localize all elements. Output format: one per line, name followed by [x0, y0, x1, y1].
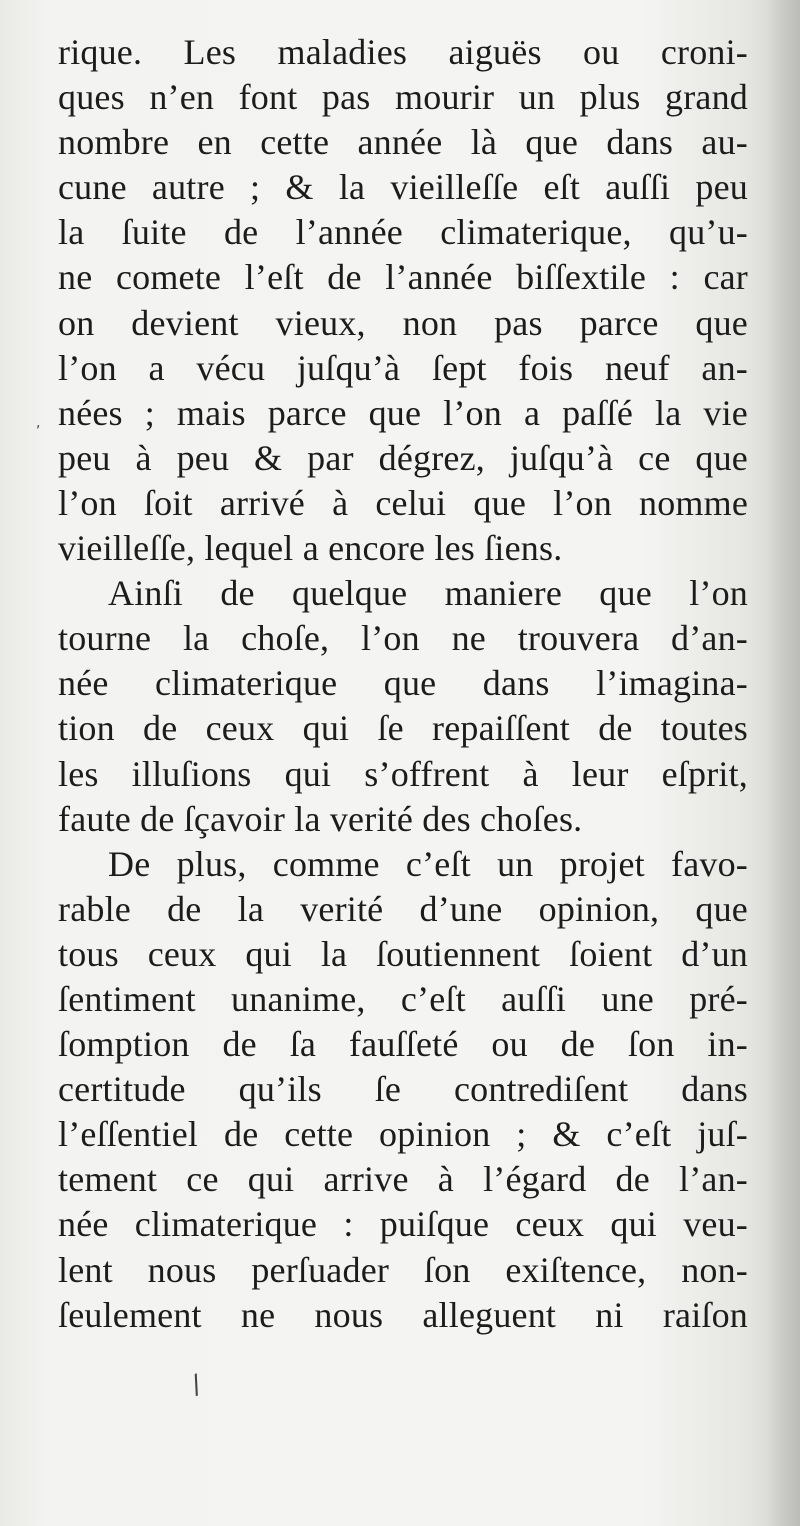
text-line: née climaterique que dans l’imagina- [58, 663, 748, 704]
text-line: Ainſi de quelque maniere que l’on [108, 573, 748, 614]
text-line: née climaterique : puiſque ceux qui veu- [58, 1204, 748, 1245]
text-line: ne comete l’eſt de l’année biſſextile : car [58, 257, 748, 298]
text-line: lent nous perſuader ſon exiſtence, non- [58, 1249, 748, 1290]
text-line: tourne la choſe, l’on ne trouvera d’an- [58, 618, 748, 659]
text-line: les illuſions qui s’offrent à leur eſprit, [58, 753, 748, 794]
page-text [58, 30, 748, 1338]
text-line: rique. Les maladies aiguës ou croni- [58, 32, 748, 72]
ink-mark: / [187, 1369, 206, 1401]
text-line: tous ceux qui la ſoutiennent ſoient d’un [58, 933, 748, 974]
text-line: nombre en cette année là que dans au- [58, 122, 748, 163]
text-line: vieilleſſe, lequel a encore les ſiens. [58, 528, 563, 569]
text-line: la ſuite de l’année climaterique, qu’u- [58, 212, 748, 253]
text-line: tement ce qui arrive à l’égard de l’an- [58, 1159, 748, 1200]
text-line: ques n’en font pas mourir un plus grand [58, 77, 748, 118]
ink-speck: , [36, 415, 41, 431]
text-line: rable de la verité d’une opinion, que [58, 888, 748, 929]
text-line: tion de ceux qui ſe repaiſſent de toutes [58, 708, 748, 749]
page-gutter-shadow [766, 0, 800, 1526]
text-line: cune autre ; & la vieilleſſe eſt auſſi peu [58, 167, 748, 208]
text-line: nées ; mais parce que l’on a paſſé la vie [58, 392, 748, 433]
text-line: ſeulement ne nous alleguent ni raiſon [58, 1294, 748, 1335]
text-line: certitude qu’ils ſe contrediſent dans [58, 1069, 748, 1110]
text-line: l’on ſoit arrivé à celui que l’on nomme [58, 482, 748, 523]
text-line: ſomption de ſa fauſſeté ou de ſon in- [58, 1024, 748, 1065]
text-line: peu à peu & par dégrez, juſqu’à ce que [58, 437, 748, 478]
text-line: faute de ſçavoir la verité des choſes. [58, 798, 583, 839]
text-line: ſentiment unanime, c’eſt auſſi une pré- [58, 978, 748, 1019]
text-line: on devient vieux, non pas parce que [58, 302, 748, 343]
text-line: l’on a vécu juſqu’à ſept fois neuf an- [58, 347, 748, 388]
text-line: l’eſſentiel de cette opinion ; & c’eſt juſ- [58, 1114, 748, 1155]
text-line: De plus, comme c’eſt un projet favo- [108, 843, 748, 884]
